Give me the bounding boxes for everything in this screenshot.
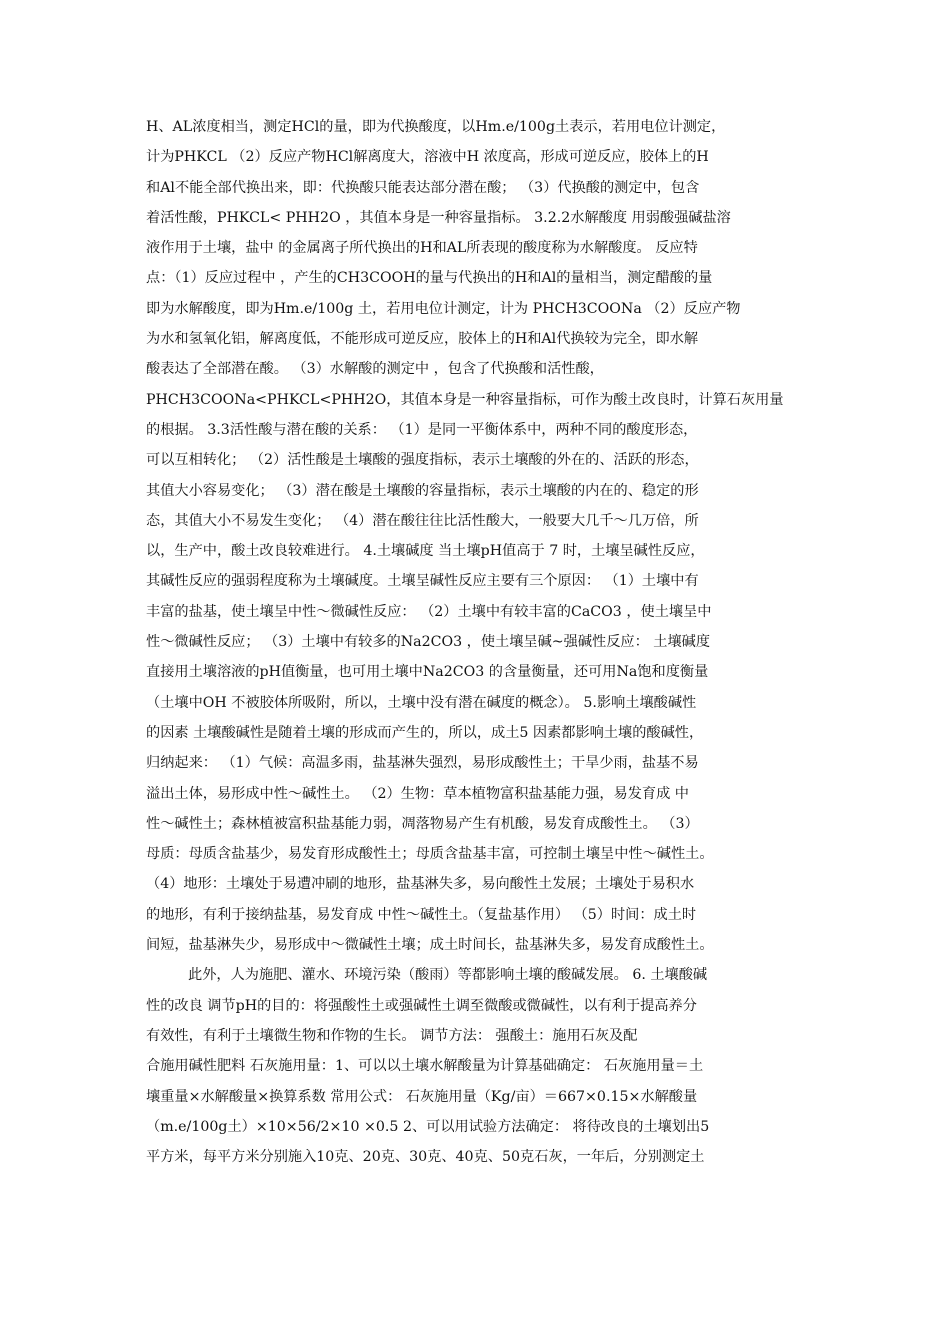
text-line: 的地形，有利于接纳盐基，易发育成 中性～碱性土。（复盐基作用） （5）时间：成土时 [146,906,697,923]
text-line: 溢出土体，易形成中性～碱性土。 （2）生物：草本植物富积盐基能力强，易发育成 中 [146,785,689,802]
text-line: 态，其值大小不易发生变化； （4）潜在酸往往比活性酸大，一般要大几千～几万倍，所 [146,512,699,529]
text-line: 即为水解酸度，即为Hm.e/100g 土，若用电位计测定，计为 PHCH3COONa （2）反应产物 [146,300,741,317]
text-line: （土壤中OH 不被胶体所吸附，所以，土壤中没有潜在碱度的概念）。 5.影响土壤酸碱性 [146,694,697,711]
text-line: 母质：母质含盐基少，易发育形成酸性土；母质含盐基丰富，可控制土壤呈中性～碱性土。 [146,846,714,863]
text-line: 的因素 土壤酸碱性是随着土壤的形成而产生的，所以，成土5 因素都影响土壤的酸碱性， [146,724,704,741]
text-line: 归纳起来： （1）气候：高温多雨，盐基淋失强烈，易形成酸性土；干旱少雨，盐基不易 [146,755,699,772]
text-line: 直接用土壤溶液的pH值衡量，也可用土壤中Na2CO3 的含量衡量，还可用Na饱和度衡量 [146,664,709,681]
text-line: 壤重量×水解酸量×换算系数 常用公式： 石灰施用量（Kg/亩）＝667×0.15×水解酸量 [146,1088,698,1105]
text-line: 可以互相转化； （2）活性酸是土壤酸的强度指标，表示土壤酸的外在的、活跃的形态， [146,452,699,469]
text-line: （4）地形：土壤处于易遭冲刷的地形，盐基淋失多，易向酸性土发展；土壤处于易积水 [146,876,695,893]
text-line: 计为PHKCL （2）反应产物HCl解离度大，溶液中H 浓度高，形成可逆反应，胶体上的H [146,149,709,166]
text-line: （m.e/100g土）×10×56/2×10 ×0.5 2、可以用试验方法确定： 将待改良的土壤划出5 [146,1118,710,1135]
text-line-indented: 此外，人为施肥、灌水、环境污染（酸雨）等都影响土壤的酸碱发展。 6. 土壤酸碱 [188,967,708,984]
text-line: 以，生产中，酸土改良较难进行。 4.土壤碱度 当土壤pH值高于 7 时，土壤呈碱性反应， [146,543,705,560]
text-line: 性的改良 调节pH的目的：将强酸性土或强碱性土调至微酸或微碱性，以有利于提高养分 [146,997,697,1014]
body-text [146,112,810,1172]
text-line: H、AL浓度相当，测定HCl的量，即为代换酸度，以Hm.e/100g土表示，若用电位计测定， [146,119,726,135]
text-line: 其值大小容易变化； （3）潜在酸是土壤酸的容量指标，表示土壤酸的内在的、稳定的形 [146,482,699,499]
text-line: 平方米，每平方米分别施入10克、20克、30克、40克、50克石灰，一年后，分别测定土 [146,1149,705,1166]
text-line: 酸表达了全部潜在酸。 （3）水解酸的测定中 ，包含了代换酸和活性酸， [146,361,604,378]
text-line: 点：（1）反应过程中 ，产生的CH3COOH的量与代换出的H和Al的量相当，测定醋酸的量 [146,270,713,287]
text-line: 为水和氢氧化铝，解离度低，不能形成可逆反应，胶体上的H和Al代换较为完全，即水解 [146,331,699,348]
text-line: 液作用于土壤，盐中 的金属离子所代换出的H和AL所表现的酸度称为水解酸度。 反应特 [146,240,698,257]
text-line: PHCH3COONa<PHKCL<PHH2O，其值本身是一种容量指标，可作为酸土改良时，计算石灰用量 [146,391,784,408]
text-line: 性～碱性土；森林植被富积盐基能力弱，凋落物易产生有机酸，易发育成酸性土。 （3） [146,815,699,832]
text-line: 性～微碱性反应； （3）土壤中有较多的Na2CO3 ，使土壤呈碱~强碱性反应： 土壤碱度 [146,634,711,651]
text-line: 和Al不能全部代换出来，即：代换酸只能表达部分潜在酸； （3）代换酸的测定中，包含 [146,179,700,196]
text-line: 有效性，有利于土壤微生物和作物的生长。 调节方法： 强酸土：施用石灰及配 [146,1027,638,1044]
text-line: 间短，盐基淋失少，易形成中～微碱性土壤；成土时间长，盐基淋失多，易发育成酸性土。 [146,937,714,954]
text-line: 的根据。 3.3活性酸与潜在酸的关系： （1）是同一平衡体系中，两种不同的酸度形态， [146,421,698,438]
text-line: 着活性酸，PHKCL< PHH2O ，其值本身是一种容量指标。 3.2.2水解酸度 用弱酸强碱盐溶 [146,209,731,226]
text-line: 其碱性反应的强弱程度称为土壤碱度。土壤呈碱性反应主要有三个原因： （1）土壤中有 [146,573,699,590]
text-line: 合施用碱性肥料 石灰施用量：1、可以以土壤水解酸量为计算基础确定： 石灰施用量＝土 [146,1058,704,1075]
text-line: 丰富的盐基，使土壤呈中性～微碱性反应： （2）土壤中有较丰富的CaCO3 ，使土壤呈中 [146,603,712,620]
